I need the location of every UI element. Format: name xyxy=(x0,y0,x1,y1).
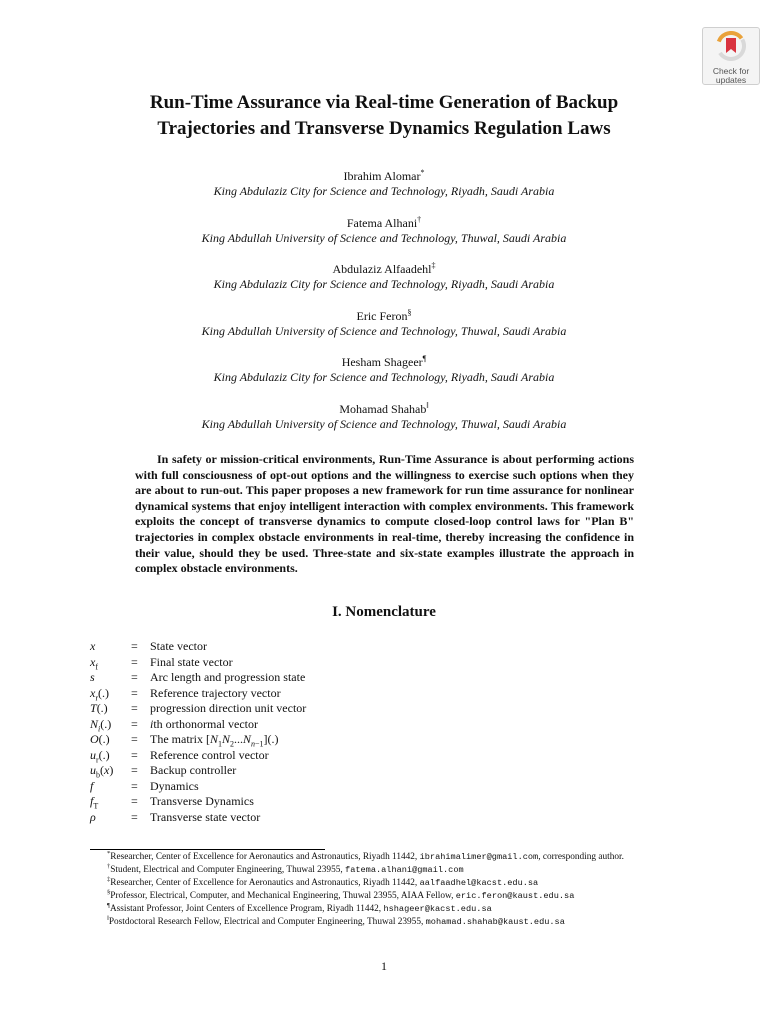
nomenclature-symbol: $x_f$ xyxy=(90,654,98,671)
footnote-text: Researcher, Center of Excellence for Aeronautics and Astronautics, Riyadh 11442, xyxy=(110,877,420,888)
author-block xyxy=(0,169,768,216)
nomenclature-definition: Reference control vector xyxy=(150,747,269,762)
footnote-text: Student, Electrical and Computer Engineering, Thuwal 23955, xyxy=(110,864,346,875)
nomenclature-row xyxy=(90,639,490,655)
nomenclature-equals: = xyxy=(131,794,138,808)
author-mark: * xyxy=(420,168,425,177)
nomenclature-symbol: $f_T$ xyxy=(90,794,99,811)
title-line: Run-Time Assurance via Real-time Generation of Backup xyxy=(149,92,619,113)
check-for-updates-badge[interactable] xyxy=(702,27,760,85)
footnote xyxy=(90,916,690,929)
nomenclature-row xyxy=(90,686,490,702)
footnote-mark: ‖ xyxy=(107,914,109,922)
nomenclature-row xyxy=(90,794,490,810)
footnote-email-link[interactable]: hshageer@kacst.edu.sa xyxy=(383,903,492,914)
footnote-mark: † xyxy=(107,862,111,870)
nomenclature-equals: = xyxy=(131,701,138,715)
author-affiliation: King Abdullah University of Science and Technology, Thuwal, Saudi Arabia xyxy=(201,230,567,245)
author-affiliation: King Abdullah University of Science and Technology, Thuwal, Saudi Arabia xyxy=(201,323,567,338)
author-block xyxy=(0,355,768,402)
nomenclature-symbol: $N_i(.)$ xyxy=(90,716,112,733)
author-affiliation: King Abdulaziz City for Science and Technology, Riyadh, Saudi Arabia xyxy=(213,370,555,384)
footnote xyxy=(90,877,690,890)
author-name: Hesham Shageer xyxy=(341,355,423,369)
footnote-text: Postdoctoral Research Fellow, Electrical and Computer Engineering, Thuwal 23955, xyxy=(108,916,426,927)
footnote xyxy=(90,864,690,877)
badge-label: Check for updates xyxy=(712,66,750,85)
nomenclature-row xyxy=(90,732,490,748)
nomenclature-symbol: T(.) xyxy=(90,701,108,715)
nomenclature-symbol: f xyxy=(90,778,94,793)
nomenclature-equals: = xyxy=(131,747,138,762)
title-line: Trajectories and Transverse Dynamics Regulation Laws xyxy=(157,118,611,139)
footnote-email-link[interactable]: mohamad.shahab@kaust.edu.sa xyxy=(425,916,565,927)
author-block xyxy=(0,402,768,449)
author-mark: ‡ xyxy=(431,261,436,270)
nomenclature-definition: The matrix $[N_1N_2...N_{n-1}](.)$ xyxy=(150,732,279,749)
footnote-text: Professor, Electrical, Computer, and Mechanical Engineering, Thuwal 23955, AIAA Fellow, xyxy=(110,890,456,901)
footnote-email-link[interactable]: eric.feron@kaust.edu.sa xyxy=(455,890,575,901)
nomenclature-equals: = xyxy=(131,732,138,746)
nomenclature-row xyxy=(90,810,490,826)
footnote-email-link[interactable]: aalfaadhel@kacst.edu.sa xyxy=(419,877,539,888)
footnote xyxy=(90,903,690,916)
author-block xyxy=(0,216,768,263)
footnote-email-link[interactable]: fatema.alhani@gmail.com xyxy=(345,864,464,875)
nomenclature-list xyxy=(90,639,490,825)
author-block xyxy=(0,309,768,356)
nomenclature-symbol: $u_r(.)$ xyxy=(90,747,110,764)
author-mark: ¶ xyxy=(422,354,427,363)
nomenclature-definition: Reference trajectory vector xyxy=(150,685,281,700)
nomenclature-equals: = xyxy=(131,639,138,653)
author-list xyxy=(0,169,768,448)
footnote-email-link[interactable]: ibrahimalimer@gmail.com xyxy=(419,852,539,862)
author-name: Ibrahim Alomar xyxy=(343,169,421,183)
nomenclature-definition: Backup controller xyxy=(150,763,237,777)
author-affiliation: King Abdulaziz City for Science and Technology, Riyadh, Saudi Arabia xyxy=(213,277,555,291)
bookmark-icon xyxy=(714,31,748,61)
author-name: Fatema Alhani xyxy=(346,215,418,230)
author-name: Abdulaziz Alfaadehl xyxy=(332,262,432,276)
nomenclature-symbol: $u_b(x)$ xyxy=(90,763,114,780)
nomenclature-equals: = xyxy=(131,716,138,731)
author-affiliation: King Abdullah University of Science and Technology, Thuwal, Saudi Arabia xyxy=(201,416,567,431)
paper-title xyxy=(0,90,768,142)
nomenclature-definition: progression direction unit vector xyxy=(150,701,307,715)
nomenclature-symbol: x xyxy=(90,639,96,653)
author-mark: § xyxy=(407,307,412,317)
nomenclature-equals: = xyxy=(131,670,138,684)
nomenclature-equals: = xyxy=(131,763,138,777)
nomenclature-equals: = xyxy=(131,778,138,793)
nomenclature-definition: Arc length and progression state xyxy=(150,670,306,684)
footnote-mark: § xyxy=(107,888,111,896)
abstract: In safety or mission-critical environments, Run-Time Assurance is about performing actions with full consciousness of opt-out options and the willingness to exercise such options when they are about to run-out. This paper proposes a new framework for run time assurance for nonlinear dynamical systems that enjoy intelligent interaction with complex environments. This framework exploits the concept of transverse dynamics to compute closed-loop control laws for "Plan B" trajectories in complex obstacle environments in real-time, thereby increasing the confidence in their value, should they be used. Three-state and six-state examples illustrate the approach in complex obstacle environments. xyxy=(135,452,634,576)
nomenclature-definition: State vector xyxy=(150,639,207,653)
author-block xyxy=(0,262,768,309)
nomenclature-definition: Dynamics xyxy=(150,778,199,793)
nomenclature-equals: = xyxy=(131,685,138,700)
nomenclature-definition: ith orthonormal vector xyxy=(150,716,258,731)
nomenclature-row xyxy=(90,701,490,717)
footnote xyxy=(90,851,690,864)
nomenclature-equals: = xyxy=(131,654,138,669)
footnote-mark: ‡ xyxy=(107,875,111,883)
nomenclature-symbol: O(.) xyxy=(90,732,110,746)
author-affiliation: King Abdulaziz City for Science and Technology, Riyadh, Saudi Arabia xyxy=(213,184,555,198)
nomenclature-row xyxy=(90,670,490,686)
author-mark: † xyxy=(417,214,422,224)
footnote-mark: ¶ xyxy=(107,901,110,909)
nomenclature-row xyxy=(90,655,490,671)
page-number: 1 xyxy=(381,959,387,973)
nomenclature-equals: = xyxy=(131,809,138,824)
nomenclature-row xyxy=(90,717,490,733)
nomenclature-row xyxy=(90,779,490,795)
section-heading: I. Nomenclature xyxy=(332,604,436,620)
author-name: Eric Feron xyxy=(356,308,408,323)
nomenclature-row xyxy=(90,763,490,779)
footnote-suffix: , corresponding author. xyxy=(538,852,624,862)
nomenclature-symbol: $x_r(.)$ xyxy=(90,685,109,702)
nomenclature-definition: Transverse state vector xyxy=(150,809,261,824)
footnote-text: Researcher, Center of Excellence for Aeronautics and Astronautics, Riyadh 11442, xyxy=(110,852,420,862)
footnotes xyxy=(90,851,690,928)
nomenclature-symbol: s xyxy=(90,670,95,684)
nomenclature-row xyxy=(90,748,490,764)
nomenclature-definition: Final state vector xyxy=(150,654,233,669)
nomenclature-definition: Transverse Dynamics xyxy=(150,794,254,808)
footnote-rule xyxy=(90,849,325,850)
footnote xyxy=(90,890,690,903)
footnote-mark: * xyxy=(107,849,111,857)
author-name: Mohamad Shahab xyxy=(339,401,427,416)
footnote-text: Assistant Professor, Joint Centers of Excellence Program, Riyadh 11442, xyxy=(109,903,384,914)
author-mark: ‖ xyxy=(426,400,429,410)
nomenclature-symbol: ρ xyxy=(90,809,96,824)
